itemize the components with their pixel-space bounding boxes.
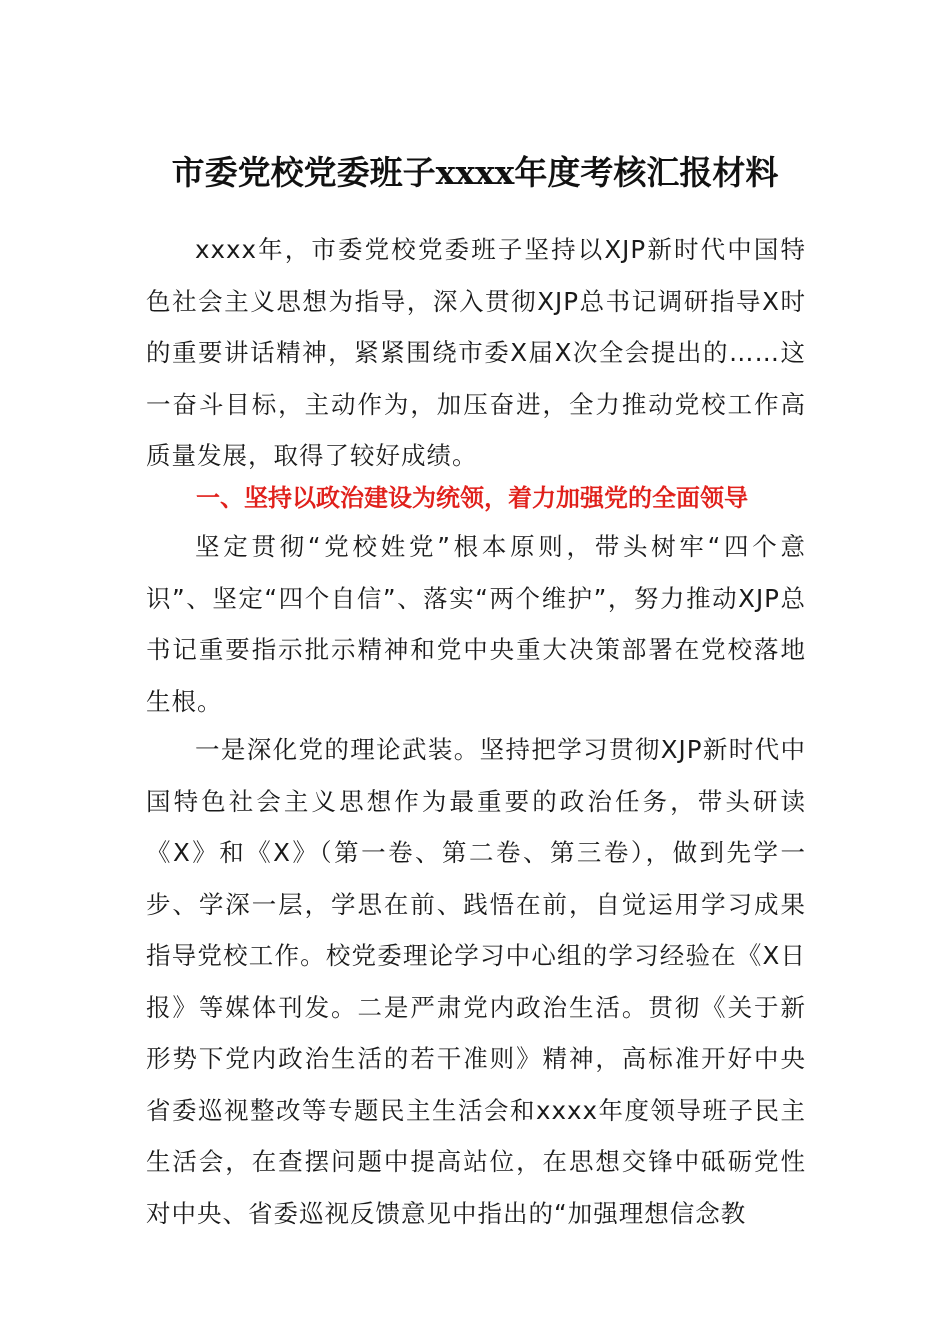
section-1-paragraph: 坚定贯彻“党校姓党”根本原则，带头树牢“四个意识”、坚定“四个自信”、落实“两个维护”，努力推动XJP总书记重要指示批示精神和党中央重大决策部署在党校落地生根。	[146, 532, 806, 716]
section-heading-1: 一、坚持以政治建设为统领，着力加强党的全面领导	[196, 484, 748, 512]
intro-paragraph: xxxx年，市委党校党委班子坚持以XJP新时代中国特色社会主义思想为指导，深入贯彻XJP总书记调研指导X时的重要讲话精神，紧紧围绕市委X届X次全会提出的……这一奋斗目标，主动作为，加压奋进，全力推动党校工作高质量发展，取得了较好成绩。	[146, 235, 806, 470]
document-title: 市委党校党委班子xxxx年度考核汇报材料	[171, 153, 779, 192]
section-1-detail-paragraph: 一是深化党的理论武装。坚持把学习贯彻XJP新时代中国特色社会主义思想作为最重要的政治任务，带头研读《X》和《X》（第一卷、第二卷、第三卷），做到先学一步、学深一层，学思在前、践悟在前，自觉运用学习成果指导党校工作。校党委理论学习中心组的学习经验在《X日报》等媒体刊发。二是严肃党内政治生活。贯彻《关于新形势下党内政治生活的若干准则》精神，高标准开好中央省委巡视整改等专题民主生活会和xxxx年度领导班子民主生活会，在查摆问题中提高站位，在思想交锋中砥砺党性对中央、省委巡视反馈意见中指出的“加强理想信念教	[146, 735, 806, 1228]
